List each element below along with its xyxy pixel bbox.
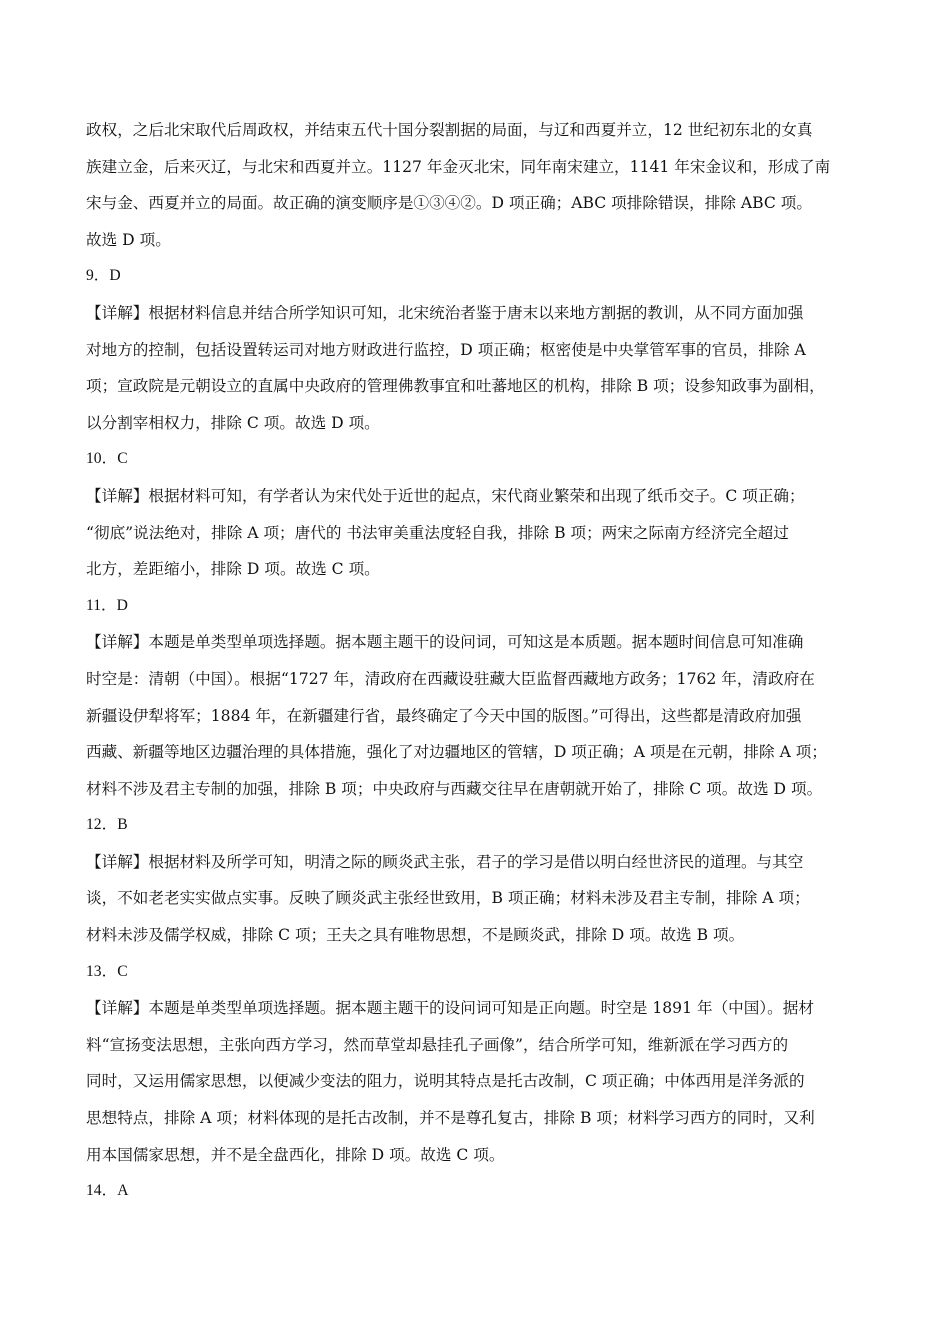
answer-heading-9: 9．D <box>86 267 121 285</box>
text-line: 材料未涉及儒学权威，排除 C 项；王夫之具有唯物思想，不是顾炎武，排除 D 项。故选 B 项。 <box>86 926 745 945</box>
text-line: 【详解】本题是单类型单项选择题。据本题主题干的设问词，可知这是本质题。据本题时间信息可知准确 <box>86 633 804 652</box>
text-line: 料“宣扬变法思想，主张向西方学习，然而草堂却悬挂孔子画像”，结合所学可知，维新派在学习西方的 <box>86 1035 789 1054</box>
text-line: 【详解】根据材料信息并结合所学知识可知，北宋统治者鉴于唐末以来地方割据的教训，从不同方面加强 <box>86 303 804 322</box>
text-line: 宋与金、西夏并立的局面。故正确的演变顺序是①③④②。D 项正确；ABC 项排除错误，排除 ABC 项。 <box>86 194 812 213</box>
answer-heading-14: 14．A <box>86 1182 129 1200</box>
answer-heading-11: 11．D <box>86 596 128 614</box>
text-line: 用本国儒家思想，并不是全盘西化，排除 D 项。故选 C 项。 <box>86 1145 505 1164</box>
text-line: 新疆设伊犁将军；1884 年，在新疆建行省，最终确定了今天中国的版图。”可得出，这些都是清政府加强 <box>86 706 802 725</box>
text-line: 以分割宰相权力，排除 C 项。故选 D 项。 <box>86 413 380 432</box>
answer-heading-12: 12．B <box>86 816 128 834</box>
text-line: 【详解】根据材料可知，有学者认为宋代处于近世的起点，宋代商业繁荣和出现了纸币交子。C 项正确； <box>86 486 805 505</box>
text-line: 【详解】根据材料及所学可知，明清之际的顾炎武主张，君子的学习是借以明白经世济民的道理。与其空 <box>86 852 804 871</box>
text-line: 对地方的控制，包括设置转运司对地方财政进行监控，D 项正确；枢密使是中央掌管军事的官员，排除 A <box>86 340 806 359</box>
text-line: 政权，之后北宋取代后周政权，并结束五代十国分裂割据的局面，与辽和西夏并立，12 世纪初东北的女真 <box>86 121 813 139</box>
text-line: 思想特点，排除 A 项；材料体现的是托古改制，并不是尊孔复古，排除 B 项；材料学习西方的同时，又利 <box>86 1109 815 1128</box>
text-line: 同时，又运用儒家思想，以便减少变法的阻力，说明其特点是托古改制，C 项正确；中体西用是洋务派的 <box>86 1072 805 1091</box>
text-line: 北方，差距缩小，排除 D 项。故选 C 项。 <box>86 560 380 579</box>
text-line: 材料不涉及君主专制的加强，排除 B 项；中央政府与西藏交往早在唐朝就开始了，排除 C 项。故选 D 项。 <box>86 779 823 798</box>
text-line: 【详解】本题是单类型单项选择题。据本题主题干的设问词可知是正向题。时空是 1891 年（中国）。据材 <box>86 999 814 1018</box>
text-line: 谈，不如老老实实做点实事。反映了顾炎武主张经世致用，B 项正确；材料未涉及君主专制，排除 A 项； <box>86 889 810 908</box>
text-line: 项；宣政院是元朝设立的直属中央政府的管理佛教事宜和吐蕃地区的机构，排除 B 项；设参知政事为副相， <box>86 377 825 396</box>
document-page <box>86 112 871 1210</box>
text-line: 时空是：清朝（中国）。根据“1727 年，清政府在西藏设驻藏大臣监督西藏地方政务；1762 年，清政府在 <box>86 669 815 688</box>
text-line: “彻底”说法绝对，排除 A 项；唐代的 书法审美重法度轻自我，排除 B 项；两宋之际南方经济完全超过 <box>86 523 789 542</box>
text-line: 族建立金，后来灭辽，与北宋和西夏并立。1127 年金灭北宋，同年南宋建立，1141 年宋金议和，形成了南 <box>86 157 831 176</box>
text-line: 西藏、新疆等地区边疆治理的具体措施，强化了对边疆地区的管辖，D 项正确；A 项是在元朝，排除 A 项； <box>86 743 827 762</box>
answer-heading-13: 13．C <box>86 962 128 980</box>
text-line: 故选 D 项。 <box>86 230 171 249</box>
answer-heading-10: 10．C <box>86 450 128 468</box>
